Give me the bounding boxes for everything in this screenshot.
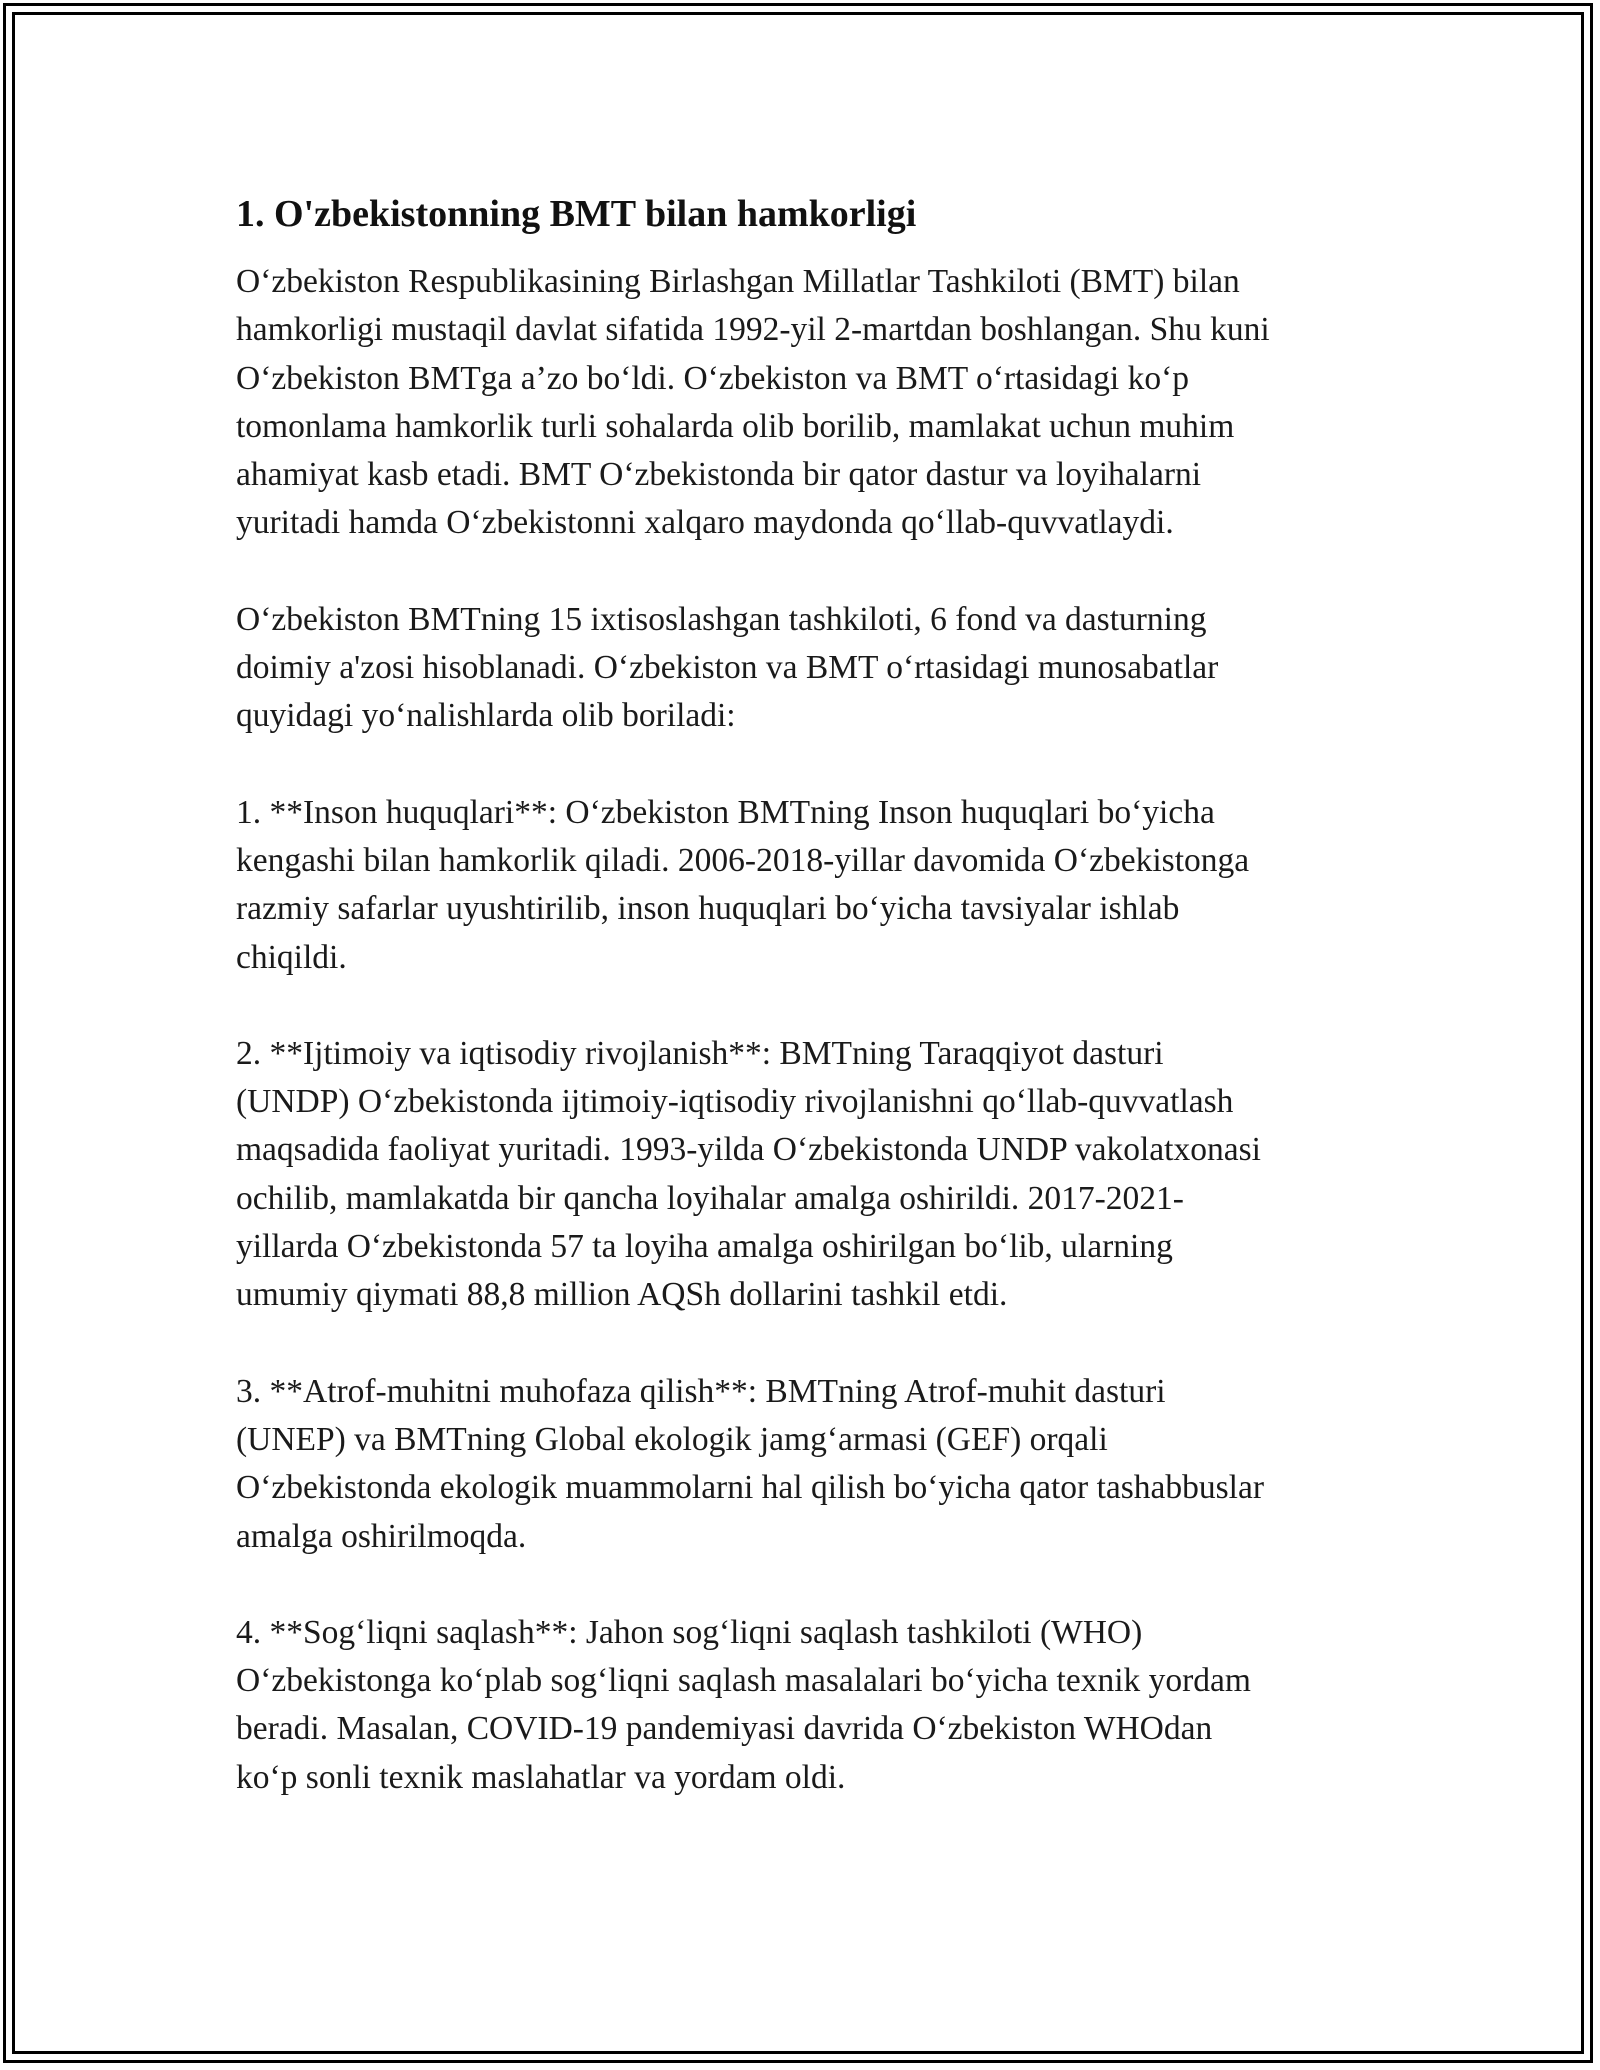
section-heading: 1. O'zbekistonning BMT bilan hamkorligi (236, 193, 917, 235)
document-body (236, 188, 1376, 1850)
list-item-environment: 3. **Atrof-muhitni muhofaza qilish**: BMTning Atrof-muhit dasturi (UNEP) va BMTning Global ekologik jamg‘armasi (GEF) orqali O‘zbekistonda ekologik muammolarni hal qilish bo‘yicha qator tashabbuslar amalga oshirilmoqda. (236, 1372, 1265, 1555)
list-item-development: 2. **Ijtimoiy va iqtisodiy rivojlanish**: BMTning Taraqqiyot dasturi (UNDP) O‘zbekistonda ijtimoiy-iqtisodiy rivojlanishni qo‘llab-quvvatlash maqsadida faoliyat yuritadi. 1993-yilda O‘zbekistonda UNDP vakolatxonasi ochilib, mamlakatda bir qancha loyihalar amalga oshirildi. 2017-2021- yillarda O‘zbekistonda 57 ta loyiha amalga oshirilgan bo‘lib, ularning umumiy qiymati 88,8 million AQSh dollarini tashkil etdi. (236, 1034, 1261, 1314)
list-item-health: 4. **Sog‘liqni saqlash**: Jahon sog‘liqni saqlash tashkiloti (WHO) O‘zbekistonga ko‘plab sog‘liqni saqlash masalalari bo‘yicha texnik yordam beradi. Masalan, COVID-19 pandemiyasi davrida O‘zbekiston WHOdan ko‘p sonli texnik maslahatlar va yordam oldi. (236, 1613, 1251, 1796)
list-item-human-rights: 1. **Inson huquqlari**: O‘zbekiston BMTning Inson huquqlari bo‘yicha kengashi bilan hamkorlik qiladi. 2006-2018-yillar davomida O‘zbekistonga razmiy safarlar uyushtirilib, inson huquqlari bo‘yicha tavsiyalar ishlab chiqildi. (236, 793, 1250, 976)
paragraph-membership: O‘zbekiston BMTning 15 ixtisoslashgan tashkiloti, 6 fond va dasturning doimiy a'zosi hisoblanadi. O‘zbekiston va BMT o‘rtasidagi munosabatlar quyidagi yo‘nalishlarda olib boriladi: (236, 600, 1219, 735)
paragraph-intro: O‘zbekiston Respublikasining Birlashgan Millatlar Tashkiloti (BMT) bilan hamkorligi mustaqil davlat sifatida 1992-yil 2-martdan boshlangan. Shu kuni O‘zbekiston BMTga a’zo bo‘ldi. O‘zbekiston va BMT o‘rtasidagi ko‘p tomonlama hamkorlik turli sohalarda olib borilib, mamlakat uchun muhim ahamiyat kasb etadi. BMT O‘zbekistonda bir qator dastur va loyihalarni yuritadi hamda O‘zbekistonni xalqaro maydonda qo‘llab-quvvatlaydi. (236, 263, 1270, 542)
